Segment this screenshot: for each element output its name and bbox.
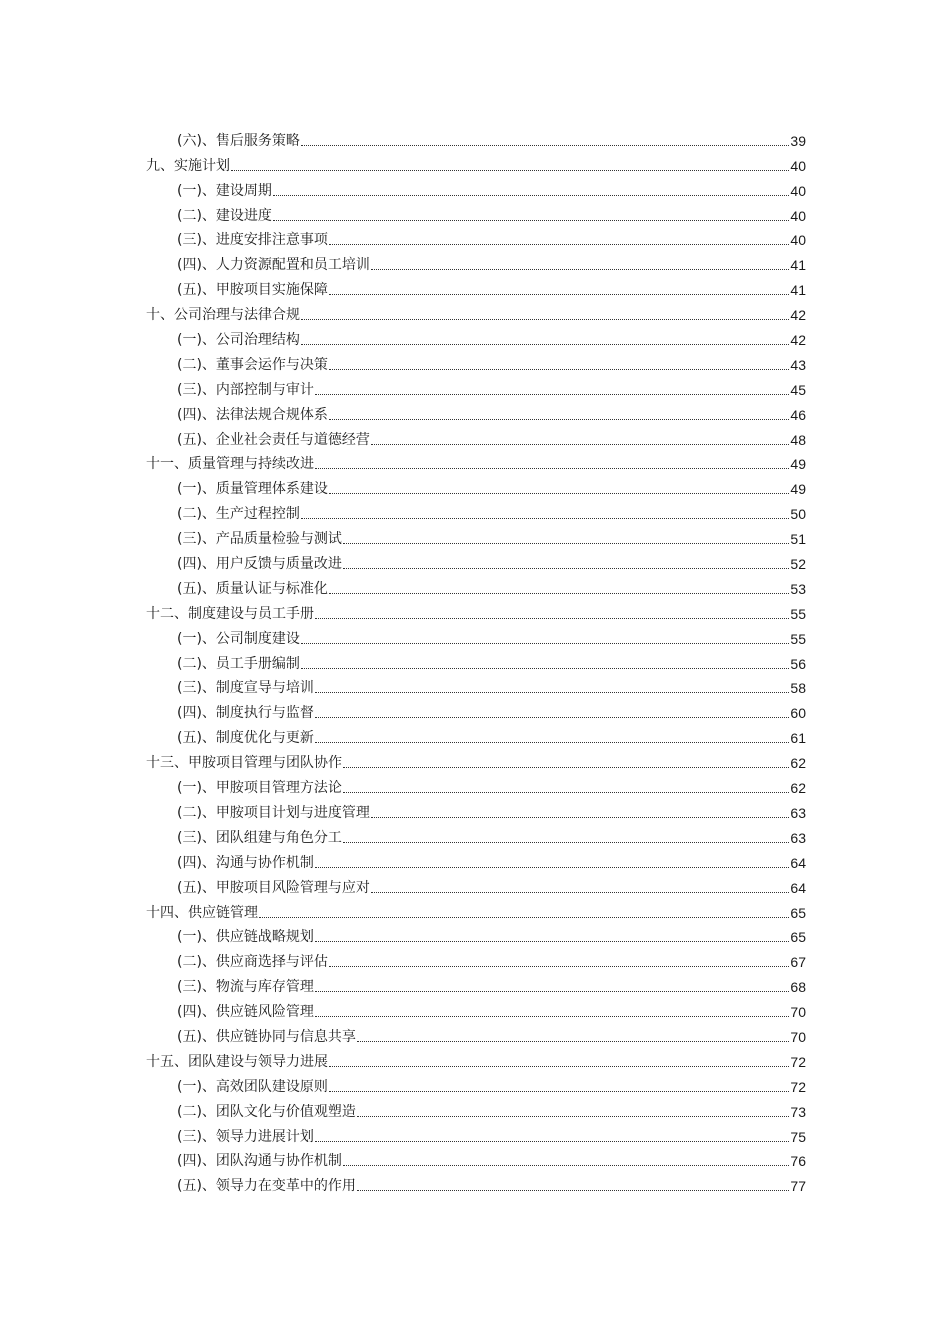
- toc-dot-leader: [343, 842, 789, 843]
- toc-dot-leader: [315, 941, 789, 942]
- toc-chapter-entry[interactable]: [146, 1046, 806, 1071]
- toc-section-entry[interactable]: [146, 249, 806, 274]
- toc-page-number: 58: [790, 680, 806, 697]
- toc-dot-leader: [273, 220, 789, 221]
- toc-section-entry[interactable]: [146, 1146, 806, 1171]
- toc-page-number: 49: [790, 481, 806, 498]
- toc-dot-leader: [343, 792, 789, 793]
- toc-dot-leader: [315, 991, 789, 992]
- toc-entry-title: (三)、制度宣导与培训: [177, 680, 314, 697]
- toc-dot-leader: [315, 1141, 789, 1142]
- toc-page-number: 65: [790, 929, 806, 946]
- toc-entry-title: (二)、生产过程控制: [177, 506, 300, 523]
- toc-section-entry[interactable]: [146, 200, 806, 225]
- toc-page-number: 40: [790, 157, 806, 174]
- toc-dot-leader: [357, 1190, 789, 1191]
- toc-dot-leader: [273, 195, 789, 196]
- toc-page-number: 65: [790, 904, 806, 921]
- toc-entry-title: 十三、甲胺项目管理与团队协作: [146, 755, 342, 772]
- toc-entry-title: 十二、制度建设与员工手册: [146, 605, 314, 622]
- toc-page-number: 70: [790, 1004, 806, 1021]
- toc-chapter-entry[interactable]: [146, 747, 806, 772]
- toc-entry-title: (四)、团队沟通与协作机制: [177, 1153, 342, 1170]
- toc-page-number: 55: [790, 605, 806, 622]
- toc-dot-leader: [371, 817, 789, 818]
- toc-page-number: 48: [790, 431, 806, 448]
- toc-entry-title: (六)、售后服务策略: [177, 132, 300, 149]
- toc-dot-leader: [301, 344, 789, 345]
- toc-section-entry[interactable]: [146, 498, 806, 523]
- toc-entry-title: (五)、甲胺项目风险管理与应对: [177, 879, 370, 896]
- toc-page-number: 73: [790, 1103, 806, 1120]
- toc-dot-leader: [329, 244, 789, 245]
- toc-dot-leader: [301, 145, 789, 146]
- toc-section-entry[interactable]: [146, 523, 806, 548]
- toc-page-number: 63: [790, 804, 806, 821]
- toc-section-entry[interactable]: [146, 175, 806, 200]
- toc-chapter-entry[interactable]: [146, 598, 806, 623]
- toc-section-entry[interactable]: [146, 1121, 806, 1146]
- toc-entry-title: (一)、质量管理体系建设: [177, 481, 328, 498]
- toc-section-entry[interactable]: [146, 822, 806, 847]
- toc-dot-leader: [329, 966, 789, 967]
- toc-dot-leader: [315, 692, 789, 693]
- toc-entry-title: (四)、供应链风险管理: [177, 1004, 314, 1021]
- toc-entry-title: (五)、领导力在变革中的作用: [177, 1178, 356, 1195]
- toc-page-number: 62: [790, 780, 806, 797]
- toc-section-entry[interactable]: [146, 1021, 806, 1046]
- toc-dot-leader: [357, 1041, 789, 1042]
- toc-entry-title: (二)、员工手册编制: [177, 655, 300, 672]
- toc-section-entry[interactable]: [146, 872, 806, 897]
- toc-section-entry[interactable]: [146, 374, 806, 399]
- toc-entry-title: (五)、制度优化与更新: [177, 730, 314, 747]
- toc-dot-leader: [315, 742, 789, 743]
- toc-chapter-entry[interactable]: [146, 449, 806, 474]
- toc-dot-leader: [343, 767, 789, 768]
- toc-dot-leader: [357, 1116, 789, 1117]
- toc-page-number: 50: [790, 506, 806, 523]
- toc-page-number: 55: [790, 630, 806, 647]
- toc-page-number: 63: [790, 829, 806, 846]
- toc-dot-leader: [315, 867, 789, 868]
- toc-entry-title: (一)、供应链战略规划: [177, 929, 314, 946]
- toc-page-number: 64: [790, 879, 806, 896]
- toc-dot-leader: [329, 593, 789, 594]
- toc-chapter-entry[interactable]: [146, 897, 806, 922]
- toc-dot-leader: [315, 468, 789, 469]
- toc-dot-leader: [301, 668, 789, 669]
- toc-dot-leader: [329, 419, 789, 420]
- toc-entry-title: 十五、团队建设与领导力进展: [146, 1053, 328, 1070]
- toc-page-number: 62: [790, 755, 806, 772]
- toc-dot-leader: [343, 1165, 789, 1166]
- toc-entry-title: (三)、进度安排注意事项: [177, 232, 328, 249]
- toc-page-number: 70: [790, 1028, 806, 1045]
- toc-dot-leader: [329, 1091, 789, 1092]
- toc-page-number: 60: [790, 705, 806, 722]
- toc-section-entry[interactable]: [146, 648, 806, 673]
- toc-dot-leader: [301, 643, 789, 644]
- toc-entry-title: 十、公司治理与法律合规: [146, 307, 300, 324]
- toc-entry-title: (四)、沟通与协作机制: [177, 854, 314, 871]
- table-of-contents: [146, 125, 806, 1195]
- toc-entry-title: (二)、甲胺项目计划与进度管理: [177, 804, 370, 821]
- toc-page-number: 68: [790, 979, 806, 996]
- toc-section-entry[interactable]: [146, 225, 806, 250]
- toc-dot-leader: [259, 917, 789, 918]
- toc-entry-title: (五)、供应链协同与信息共享: [177, 1028, 356, 1045]
- toc-section-entry[interactable]: [146, 673, 806, 698]
- toc-dot-leader: [315, 717, 789, 718]
- toc-entry-title: (四)、制度执行与监督: [177, 705, 314, 722]
- toc-section-entry[interactable]: [146, 1071, 806, 1096]
- toc-entry-title: (二)、建设进度: [177, 207, 272, 224]
- toc-entry-title: (三)、内部控制与审计: [177, 381, 314, 398]
- toc-page-number: 56: [790, 655, 806, 672]
- toc-page-number: 46: [790, 406, 806, 423]
- toc-page-number: 40: [790, 182, 806, 199]
- toc-dot-leader: [329, 493, 789, 494]
- toc-dot-leader: [231, 170, 789, 171]
- toc-dot-leader: [301, 319, 789, 320]
- toc-dot-leader: [343, 568, 789, 569]
- toc-entry-title: (二)、董事会运作与决策: [177, 356, 328, 373]
- toc-entry-title: (五)、甲胺项目实施保障: [177, 282, 328, 299]
- toc-entry-title: (三)、产品质量检验与测试: [177, 531, 342, 548]
- toc-entry-title: (一)、建设周期: [177, 182, 272, 199]
- toc-entry-title: (三)、物流与库存管理: [177, 979, 314, 996]
- toc-section-entry[interactable]: [146, 697, 806, 722]
- toc-section-entry[interactable]: [146, 797, 806, 822]
- toc-entry-title: (五)、企业社会责任与道德经营: [177, 431, 370, 448]
- toc-section-entry[interactable]: [146, 922, 806, 947]
- toc-page-number: 53: [790, 580, 806, 597]
- toc-entry-title: 十一、质量管理与持续改进: [146, 456, 314, 473]
- toc-section-entry[interactable]: [146, 548, 806, 573]
- toc-dot-leader: [343, 543, 789, 544]
- toc-page-number: 64: [790, 854, 806, 871]
- toc-entry-title: (一)、甲胺项目管理方法论: [177, 780, 342, 797]
- toc-section-entry[interactable]: [146, 847, 806, 872]
- toc-dot-leader: [315, 1016, 789, 1017]
- toc-entry-title: (二)、团队文化与价值观塑造: [177, 1103, 356, 1120]
- toc-section-entry[interactable]: [146, 349, 806, 374]
- toc-dot-leader: [301, 518, 789, 519]
- toc-section-entry[interactable]: [146, 274, 806, 299]
- toc-entry-title: (二)、供应商选择与评估: [177, 954, 328, 971]
- toc-section-entry[interactable]: [146, 772, 806, 797]
- toc-page-number: 52: [790, 556, 806, 573]
- toc-dot-leader: [329, 369, 789, 370]
- toc-entry-title: (一)、高效团队建设原则: [177, 1078, 328, 1095]
- toc-page-number: 40: [790, 207, 806, 224]
- toc-page-number: 43: [790, 356, 806, 373]
- toc-page-number: 72: [790, 1053, 806, 1070]
- toc-section-entry[interactable]: [146, 573, 806, 598]
- toc-page-number: 76: [790, 1153, 806, 1170]
- toc-page-number: 61: [790, 730, 806, 747]
- toc-entry-title: (四)、人力资源配置和员工培训: [177, 257, 370, 274]
- toc-page-number: 40: [790, 232, 806, 249]
- toc-page-number: 75: [790, 1128, 806, 1145]
- toc-page-number: 51: [790, 531, 806, 548]
- toc-page-number: 77: [790, 1178, 806, 1195]
- toc-page-number: 72: [790, 1078, 806, 1095]
- toc-page-number: 45: [790, 381, 806, 398]
- toc-entry-title: (一)、公司治理结构: [177, 332, 300, 349]
- toc-page-number: 41: [790, 257, 806, 274]
- toc-entry-title: (四)、用户反馈与质量改进: [177, 556, 342, 573]
- toc-page-number: 41: [790, 282, 806, 299]
- toc-section-entry[interactable]: [146, 125, 806, 150]
- toc-section-entry[interactable]: [146, 971, 806, 996]
- toc-dot-leader: [315, 394, 789, 395]
- toc-page-number: 49: [790, 456, 806, 473]
- toc-entry-title: 十四、供应链管理: [146, 904, 258, 921]
- toc-section-entry[interactable]: [146, 623, 806, 648]
- toc-page-number: 42: [790, 332, 806, 349]
- toc-chapter-entry[interactable]: [146, 299, 806, 324]
- toc-section-entry[interactable]: [146, 996, 806, 1021]
- toc-entry-title: (三)、领导力进展计划: [177, 1128, 314, 1145]
- toc-dot-leader: [371, 269, 789, 270]
- toc-dot-leader: [329, 1066, 789, 1067]
- toc-section-entry[interactable]: [146, 722, 806, 747]
- toc-entry-title: 九、实施计划: [146, 157, 230, 174]
- toc-dot-leader: [315, 618, 789, 619]
- toc-entry-title: (三)、团队组建与角色分工: [177, 829, 342, 846]
- toc-section-entry[interactable]: [146, 946, 806, 971]
- toc-section-entry[interactable]: [146, 424, 806, 449]
- toc-dot-leader: [371, 892, 789, 893]
- toc-page-number: 39: [790, 132, 806, 149]
- toc-page-number: 67: [790, 954, 806, 971]
- toc-section-entry[interactable]: [146, 1096, 806, 1121]
- toc-entry-title: (五)、质量认证与标准化: [177, 580, 328, 597]
- toc-entry-title: (四)、法律法规合规体系: [177, 406, 328, 423]
- toc-entry-title: (一)、公司制度建设: [177, 630, 300, 647]
- toc-section-entry[interactable]: [146, 324, 806, 349]
- toc-chapter-entry[interactable]: [146, 150, 806, 175]
- toc-section-entry[interactable]: [146, 399, 806, 424]
- toc-page-number: 42: [790, 307, 806, 324]
- toc-dot-leader: [329, 294, 789, 295]
- toc-section-entry[interactable]: [146, 1170, 806, 1195]
- toc-section-entry[interactable]: [146, 473, 806, 498]
- toc-dot-leader: [371, 444, 789, 445]
